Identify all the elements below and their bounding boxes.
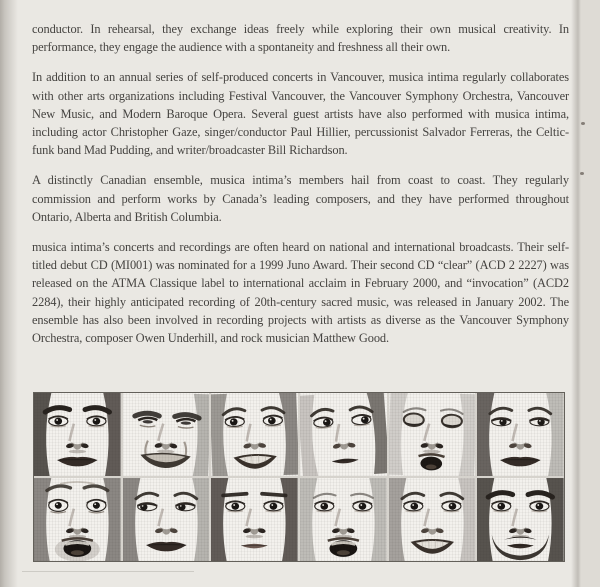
paragraph-4: musica intima’s concerts and recordings are often heard on national and international broadcasts. Their self-titled debut CD (MI001) was nominated for a 1999 Juno Award. Their second CD “clear” (ACD 2 2227) was released on the ATMA Classique label to international acclaim in February 2000, and “invocation” (ACD2 2284), their highly anticipated recording of 20th-century sacred music, was released in January 2002. The ensemble has also been involved in recording projects with artists as diverse as the Vancouver Symphony Orchestra, composer Owen Underhill, and rock musician Matthew Good. (32, 240, 569, 346)
face-12 (477, 478, 564, 561)
liner-notes-text (32, 20, 569, 359)
face-10 (300, 478, 387, 561)
face-8 (123, 478, 210, 561)
face-4 (300, 393, 387, 476)
face-11-illustration (389, 478, 476, 561)
face-4-illustration (300, 393, 387, 476)
face-9-illustration (211, 478, 298, 561)
scan-artifact-line (22, 571, 194, 572)
face-5 (389, 393, 476, 476)
face-2 (123, 393, 210, 476)
scan-speck (581, 122, 585, 125)
page-edge-shadow-left (0, 0, 18, 587)
face-3-illustration (211, 393, 298, 476)
face-9 (211, 478, 298, 561)
face-6 (477, 393, 564, 476)
face-1-illustration (34, 393, 121, 476)
face-12-illustration (477, 478, 564, 561)
face-1 (34, 393, 121, 476)
face-3 (211, 393, 298, 476)
face-10-illustration (300, 478, 387, 561)
paragraph-3: A distinctly Canadian ensemble, musica intima’s members hail from coast to coast. They regularly commission and perform works by Canada’s leading composers, and they have performed throughout Ontario, Alberta and British Columbia. (32, 173, 569, 224)
paragraph-1: conductor. In rehearsal, they exchange ideas freely while exploring their own musical creativity. In performance, they engage the audience with a spontaneity and freshness all their own. (32, 22, 569, 55)
scan-speck (580, 172, 584, 175)
ensemble-faces-photo-grid (33, 392, 565, 562)
face-6-illustration (477, 393, 564, 476)
face-11 (389, 478, 476, 561)
page-edge-shadow-right (570, 0, 600, 587)
face-7-illustration (34, 478, 121, 561)
face-5-illustration (389, 393, 476, 476)
paragraph-2: In addition to an annual series of self-produced concerts in Vancouver, musica intima regularly collaborates with other arts organizations including Festival Vancouver, the Vancouver Symphony Orchestra, Vancouver New Music, and Modern Baroque Opera. Several guest artists have also performed with musica intima, including actor Christopher Gaze, singer/conductor Paul Hillier, percussionist Salvador Ferreras, the Celtic-funk band Mad Pudding, and writer/broadcaster Bill Richardson. (32, 70, 569, 158)
face-7 (34, 478, 121, 561)
face-2-illustration (123, 393, 210, 476)
face-8-illustration (123, 478, 210, 561)
